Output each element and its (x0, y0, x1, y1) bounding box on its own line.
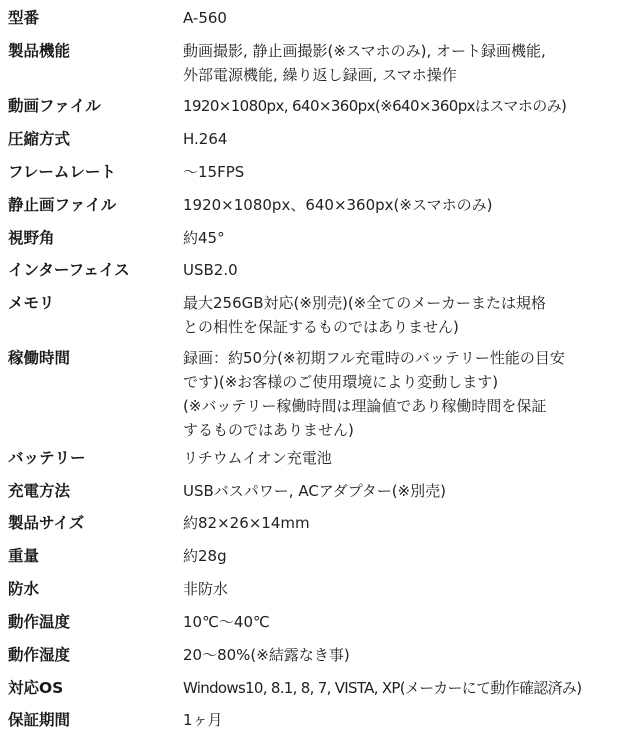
spec-value: 〜15FPS (183, 163, 245, 181)
spec-label: 動作温度 (8, 613, 71, 631)
spec-label: メモリ (8, 294, 55, 312)
spec-label: フレームレート (8, 163, 116, 181)
spec-label: バッテリー (8, 449, 86, 467)
spec-label: インターフェイス (8, 261, 130, 279)
spec-value: 録画：約50分(※初期フル充電時のバッテリー性能の目安 です)(※お客様のご使用環境により変動します) (※バッテリー稼働時間は理論値であり稼働時間を保証 するものではありません) (183, 349, 565, 439)
spec-label: 動作湿度 (8, 646, 71, 664)
spec-value: 非防水 (183, 580, 229, 598)
spec-value: 約45° (183, 229, 225, 247)
spec-value: 1920×1080px、640×360px(※スマホのみ) (183, 196, 493, 214)
spec-value: 20〜80%(※結露なき事) (183, 646, 350, 664)
spec-value: 動画撮影, 静止画撮影(※スマホのみ), オート録画機能, 外部電源機能, 繰り返し録画, スマホ操作 (183, 42, 546, 84)
spec-label: 圧縮方式 (8, 130, 71, 148)
spec-value: USBバスパワー, ACアダプター(※別売) (183, 482, 446, 500)
spec-label: 保証期間 (8, 711, 71, 729)
spec-value: Windows10, 8.1, 8, 7, VISTA, XP(メーカーにて動作確認済み) (183, 679, 582, 697)
spec-label: 型番 (8, 9, 40, 27)
spec-label: 稼働時間 (8, 349, 71, 367)
spec-label: 対応OS (8, 679, 64, 697)
spec-value: リチウムイオン充電池 (183, 449, 332, 467)
spec-value: 1920×1080px, 640×360px(※640×360pxはスマホのみ) (183, 97, 567, 115)
spec-label: 視野角 (8, 229, 55, 247)
spec-label: 充電方法 (8, 482, 71, 500)
spec-value: 約82×26×14mm (183, 514, 310, 532)
spec-value: 1ヶ月 (183, 711, 223, 729)
spec-label: 防水 (8, 580, 40, 598)
spec-value: 10℃〜40℃ (183, 613, 270, 631)
spec-value: 最大256GB対応(※別売)(※全てのメーカーまたは規格 との相性を保証するものではありません) (183, 294, 546, 336)
spec-label: 静止画ファイル (8, 196, 117, 214)
spec-value: USB2.0 (183, 261, 238, 279)
spec-value: A-560 (183, 9, 227, 27)
spec-label: 製品機能 (8, 42, 71, 60)
spec-value: H.264 (183, 130, 228, 148)
spec-value: 約28g (183, 547, 227, 565)
spec-label: 重量 (8, 547, 40, 565)
spec-label: 製品サイズ (8, 514, 85, 532)
spec-label: 動画ファイル (8, 97, 101, 115)
